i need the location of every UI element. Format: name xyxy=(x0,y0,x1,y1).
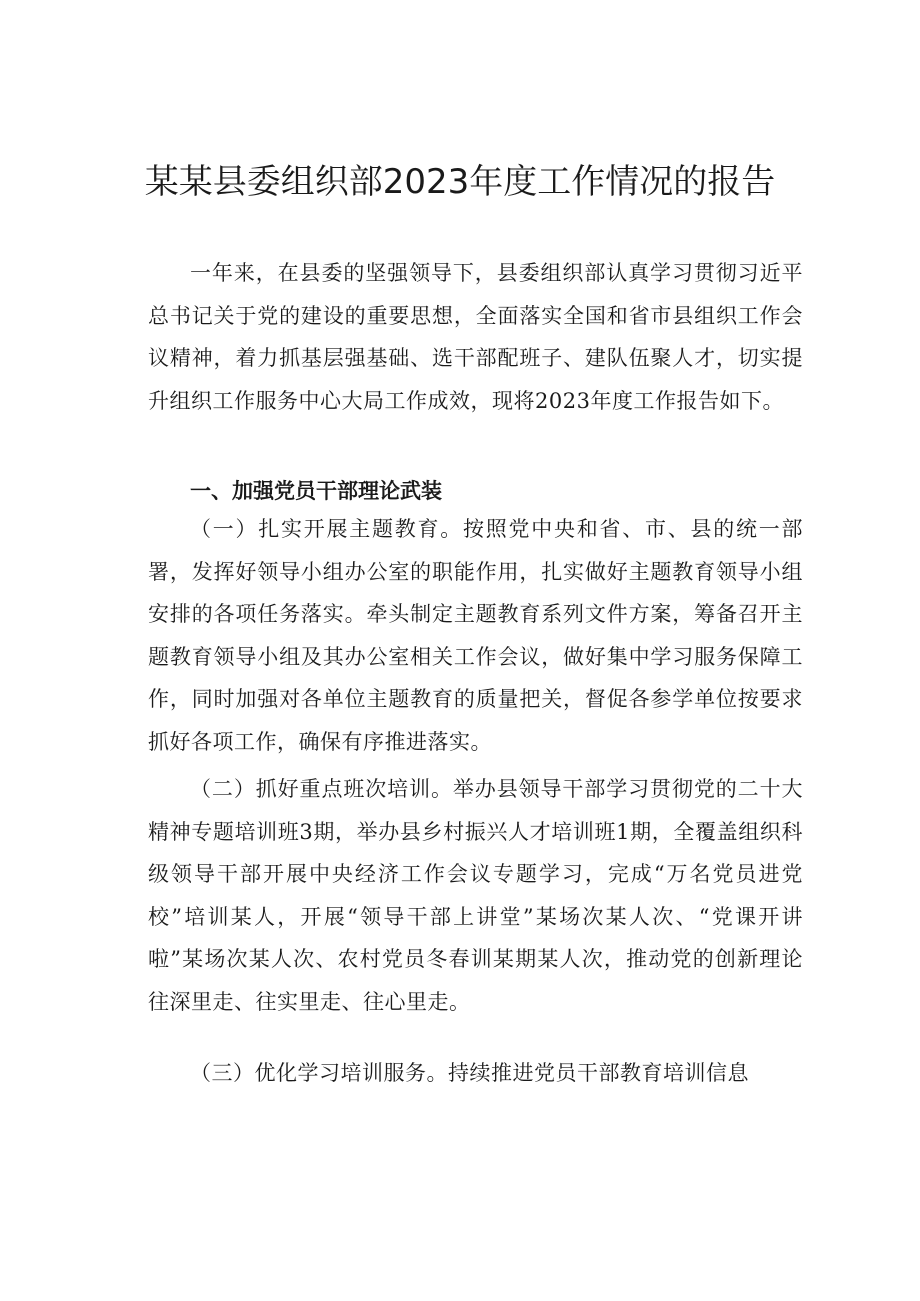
section-heading: 一、加强党员干部理论武装 xyxy=(190,479,442,503)
intro-paragraph: 一年来，在县委的坚强领导下，县委组织部认真学习贯彻习近平总书记关于党的建设的重要思想，全面落实全国和省市县组织工作会议精神，着力抓基层强基础、选干部配班子、建队伍聚人才，切实提升组织工作服务中心大局工作成效，现将2023年度工作报告如下。 xyxy=(148,261,803,413)
document-title: 某某县委组织部2023年度工作情况的报告 xyxy=(144,162,776,202)
paragraph-theme-education: （一）扎实开展主题教育。按照党中央和省、市、县的统一部署，发挥好领导小组办公室的职能作用，扎实做好主题教育领导小组安排的各项任务落实。牵头制定主题教育系列文件方案，筹备召开主题教育领导小组及其办公室相关工作会议，做好集中学习服务保障工作，同时加强对各单位主题教育的质量把关，督促各参学单位按要求抓好各项工作，确保有序推进落实。 xyxy=(148,517,803,754)
paragraph-training-service: （三）优化学习培训服务。持续推进党员干部教育培训信息 xyxy=(190,1061,749,1085)
paragraph-key-training: （二）抓好重点班次培训。举办县领导干部学习贯彻党的二十大精神专题培训班3期，举办县乡村振兴人才培训班1期，全覆盖组织科级领导干部开展中央经济工作会议专题学习，完成“万名党员进党校”培训某人，开展“领导干部上讲堂”某场次某人次、“党课开讲啦”某场次某人次、农村党员冬春训某期某人次，推动党的创新理论往深里走、往实里走、往心里走。 xyxy=(148,777,803,1014)
